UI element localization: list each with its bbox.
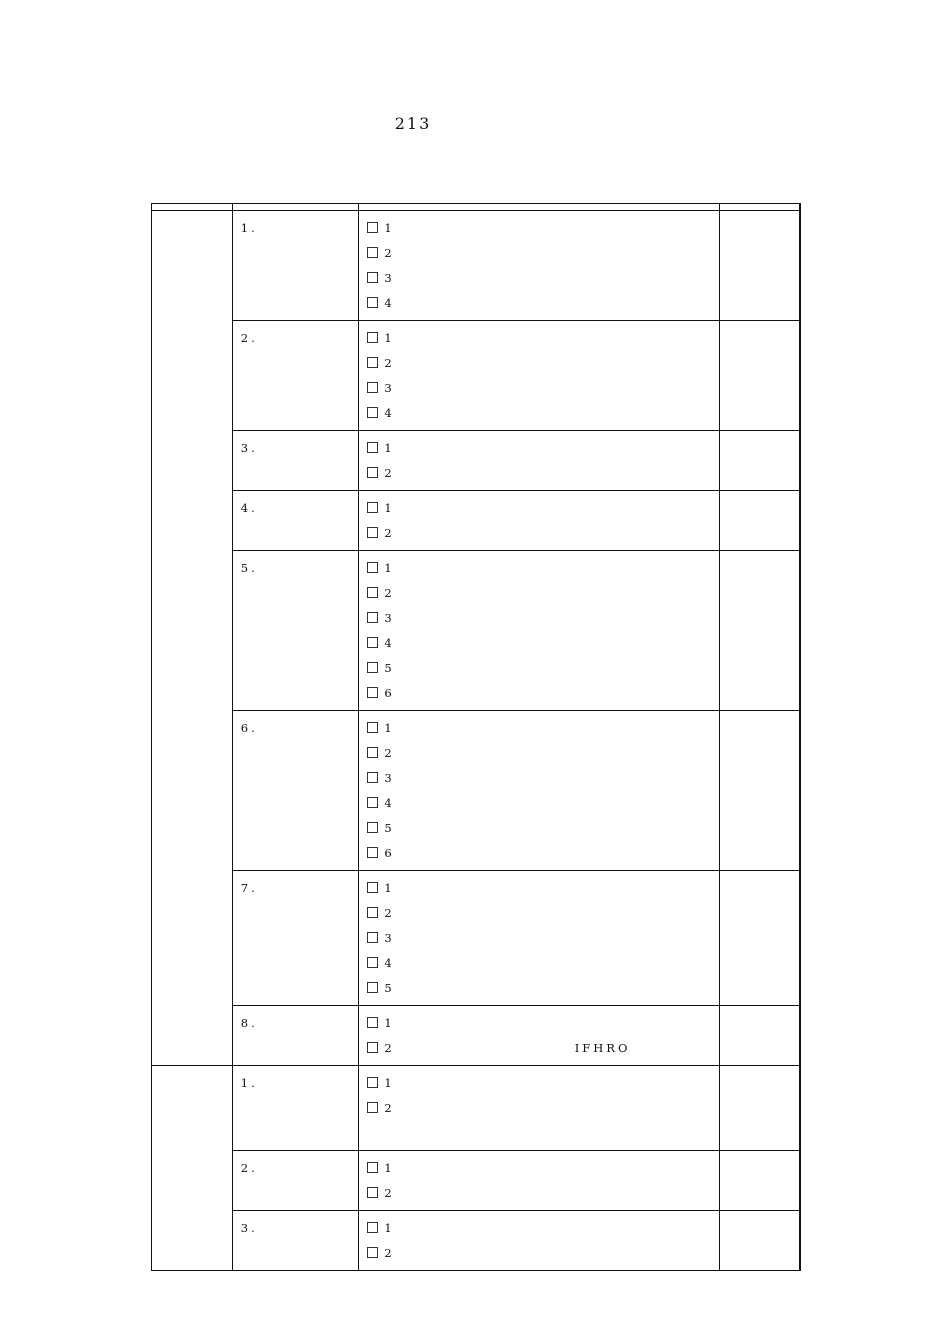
checkbox-icon[interactable] xyxy=(367,297,378,308)
option-line[interactable]: 1 xyxy=(367,1156,712,1181)
option-line[interactable]: 4 xyxy=(367,401,712,426)
page-title: 213 xyxy=(394,114,432,133)
header-category xyxy=(152,204,233,211)
checkbox-icon[interactable] xyxy=(367,247,378,258)
option-line[interactable]: 3 xyxy=(367,926,712,951)
checkbox-icon[interactable] xyxy=(367,722,378,733)
option-line[interactable]: 1 xyxy=(367,716,712,741)
option-line[interactable]: 5 xyxy=(367,816,712,841)
option-line[interactable]: 1 xyxy=(367,216,712,241)
option-line[interactable]: 6 xyxy=(367,681,712,706)
option-line[interactable]: 2 xyxy=(367,581,712,606)
item-label: 1. xyxy=(232,211,359,321)
table-row xyxy=(152,1211,801,1271)
result-cell xyxy=(719,551,800,711)
item-label: 7. xyxy=(232,871,359,1006)
checkbox-icon[interactable] xyxy=(367,932,378,943)
checkbox-icon[interactable] xyxy=(367,1102,378,1113)
result-cell xyxy=(719,1151,800,1211)
review-table xyxy=(151,203,801,1271)
option-line[interactable]: 5 xyxy=(367,976,712,1001)
checkbox-icon[interactable] xyxy=(367,357,378,368)
checkbox-icon[interactable] xyxy=(367,772,378,783)
item-label: 3. xyxy=(232,431,359,491)
table-row xyxy=(152,491,801,551)
table-row xyxy=(152,321,801,431)
checkbox-icon[interactable] xyxy=(367,907,378,918)
option-extra-text: IFHRO xyxy=(574,1041,631,1055)
item-label: 1. xyxy=(232,1066,359,1151)
option-line[interactable]: 1 xyxy=(367,496,712,521)
checkbox-icon[interactable] xyxy=(367,822,378,833)
result-cell xyxy=(719,211,800,321)
option-line[interactable]: 2 xyxy=(367,461,712,486)
result-cell xyxy=(719,1066,800,1151)
result-cell xyxy=(719,491,800,551)
option-list xyxy=(359,1211,719,1271)
option-line[interactable]: 1 xyxy=(367,1071,712,1096)
table-row xyxy=(152,1151,801,1211)
option-line[interactable]: 4 xyxy=(367,291,712,316)
category-cell xyxy=(152,211,233,1066)
result-cell xyxy=(719,1006,800,1066)
table-row xyxy=(152,1006,801,1066)
option-list xyxy=(359,491,719,551)
item-label: 2. xyxy=(232,1151,359,1211)
item-label: 5. xyxy=(232,551,359,711)
option-line[interactable]: 3 xyxy=(367,606,712,631)
option-list xyxy=(359,321,719,431)
checkbox-icon[interactable] xyxy=(367,502,378,513)
checkbox-icon[interactable] xyxy=(367,637,378,648)
option-line[interactable]: 2 xyxy=(367,521,712,546)
table-row xyxy=(152,871,801,1006)
item-label: 2. xyxy=(232,321,359,431)
result-cell xyxy=(719,1211,800,1271)
item-label: 4. xyxy=(232,491,359,551)
option-line[interactable]: 1 xyxy=(367,556,712,581)
table-row xyxy=(152,711,801,871)
option-line[interactable]: 1 xyxy=(367,1216,712,1241)
checkbox-icon[interactable] xyxy=(367,587,378,598)
checkbox-icon[interactable] xyxy=(367,272,378,283)
table-row xyxy=(152,1066,801,1151)
result-cell xyxy=(719,431,800,491)
option-list xyxy=(359,711,719,871)
option-list xyxy=(359,1066,719,1151)
checkbox-icon[interactable] xyxy=(367,1162,378,1173)
option-list xyxy=(359,211,719,321)
category-cell xyxy=(152,1066,233,1271)
option-line[interactable]: 2 xyxy=(367,241,712,266)
checkbox-icon[interactable] xyxy=(367,1017,378,1028)
option-list xyxy=(359,1151,719,1211)
checkbox-icon[interactable] xyxy=(367,1187,378,1198)
option-line[interactable]: 1 xyxy=(367,1011,712,1036)
checkbox-icon[interactable] xyxy=(367,1077,378,1088)
table-row xyxy=(152,431,801,491)
option-list xyxy=(359,431,719,491)
option-line[interactable]: 4 xyxy=(367,631,712,656)
checkbox-icon[interactable] xyxy=(367,332,378,343)
checkbox-icon[interactable] xyxy=(367,847,378,858)
option-line[interactable]: 5 xyxy=(367,656,712,681)
option-line[interactable]: 3 xyxy=(367,766,712,791)
checkbox-icon[interactable] xyxy=(367,957,378,968)
option-list xyxy=(359,871,719,1006)
item-label: 8. xyxy=(232,1006,359,1066)
option-line[interactable]: 2 IFHRO xyxy=(367,1036,712,1061)
option-line[interactable]: 2 xyxy=(367,741,712,766)
checkbox-icon[interactable] xyxy=(367,1042,378,1053)
checkbox-icon[interactable] xyxy=(367,527,378,538)
checkbox-icon[interactable] xyxy=(367,612,378,623)
result-cell xyxy=(719,321,800,431)
table-row xyxy=(152,211,801,321)
checkbox-icon[interactable] xyxy=(367,797,378,808)
option-line[interactable]: 4 xyxy=(367,791,712,816)
item-label: 3. xyxy=(232,1211,359,1271)
table-header-row xyxy=(152,204,801,211)
table-row xyxy=(152,551,801,711)
checkbox-icon[interactable] xyxy=(367,442,378,453)
option-line[interactable]: 6 xyxy=(367,841,712,866)
checkbox-icon[interactable] xyxy=(367,467,378,478)
item-label: 6. xyxy=(232,711,359,871)
option-line[interactable]: 3 xyxy=(367,266,712,291)
option-line[interactable]: 2 xyxy=(367,1241,712,1266)
checkbox-icon[interactable] xyxy=(367,747,378,758)
option-list xyxy=(359,1006,719,1066)
checkbox-icon[interactable] xyxy=(367,662,378,673)
header-item xyxy=(232,204,359,211)
checkbox-icon[interactable] xyxy=(367,382,378,393)
option-line[interactable]: 2 xyxy=(367,351,712,376)
option-line[interactable]: 1 xyxy=(367,876,712,901)
option-line[interactable]: 2 xyxy=(367,1096,712,1121)
option-list xyxy=(359,551,719,711)
checkbox-icon[interactable] xyxy=(367,562,378,573)
option-line[interactable]: 4 xyxy=(367,951,712,976)
result-cell xyxy=(719,711,800,871)
option-line[interactable]: 1 xyxy=(367,436,712,461)
option-line[interactable]: 3 xyxy=(367,376,712,401)
checkbox-icon[interactable] xyxy=(367,982,378,993)
checkbox-icon[interactable] xyxy=(367,882,378,893)
option-line[interactable]: 2 xyxy=(367,1181,712,1206)
checkbox-icon[interactable] xyxy=(367,1222,378,1233)
checkbox-icon[interactable] xyxy=(367,222,378,233)
option-line[interactable]: 1 xyxy=(367,326,712,351)
checkbox-icon[interactable] xyxy=(367,687,378,698)
header-result xyxy=(719,204,800,211)
result-cell xyxy=(719,871,800,1006)
checkbox-icon[interactable] xyxy=(367,407,378,418)
option-line[interactable]: 2 xyxy=(367,901,712,926)
header-options xyxy=(359,204,719,211)
checkbox-icon[interactable] xyxy=(367,1247,378,1258)
